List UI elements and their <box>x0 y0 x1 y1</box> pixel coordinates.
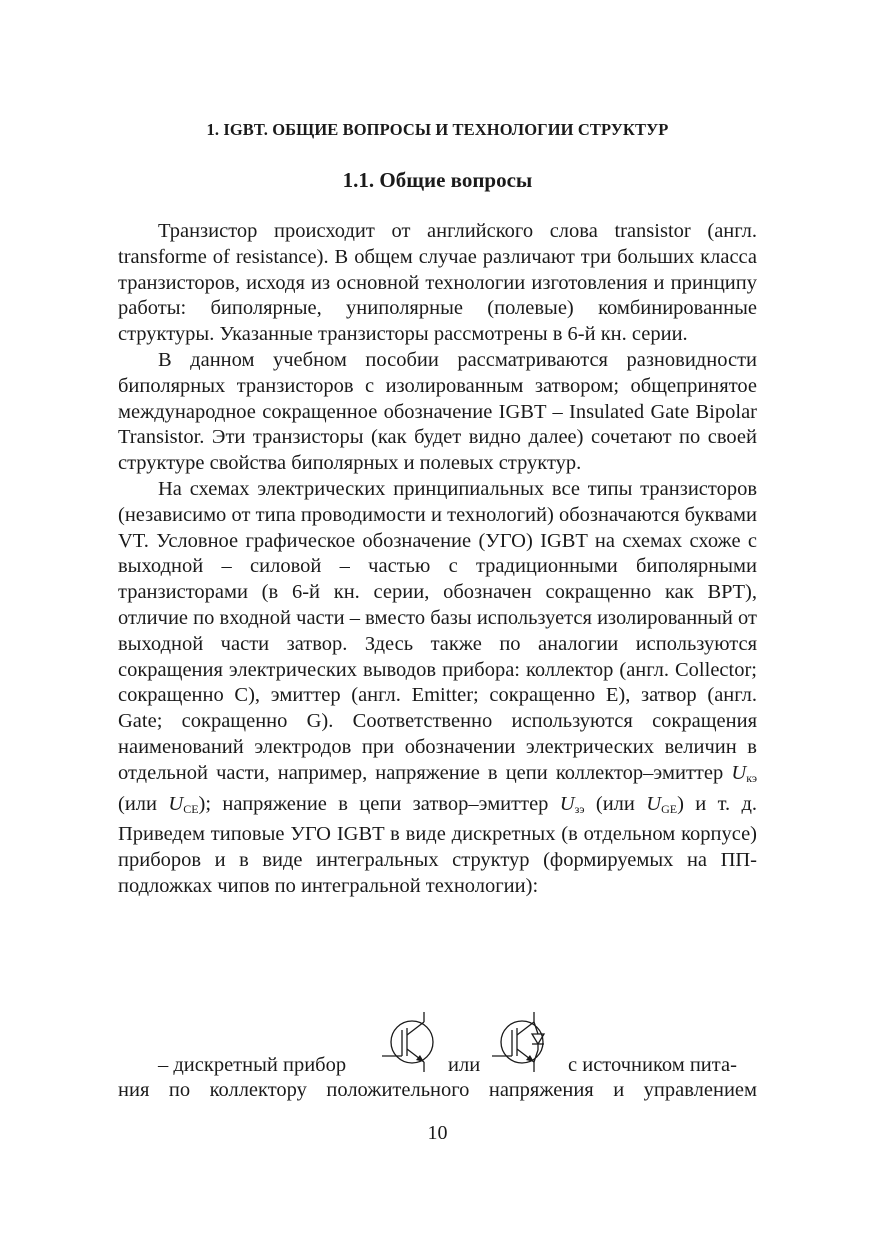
or-text: или <box>448 1054 481 1076</box>
symbol-line-prefix: – дискретный прибор <box>158 1054 347 1076</box>
last-line: ния по коллектору положительного напряжения и управлением <box>118 1079 757 1101</box>
body-text <box>118 219 757 900</box>
symbol-line-suffix: с источником пита- <box>568 1054 737 1076</box>
chapter-title: 1. IGBT. ОБЩИЕ ВОПРОСЫ И ТЕХНОЛОГИИ СТРУКТУР <box>206 120 669 139</box>
paragraph-2: В данном учебном пособии рассматриваются разновидности биполярных транзисторов с изолированным затвором; общепринятое международное сокращенное обозначение IGBT – Insulated Gate Bipolar Transistor. Эти транзисторы (как будет видно далее) сочетают по своей структуре свойства биполярных и полевых структур. <box>118 348 757 475</box>
paragraph-1: Транзистор происходит от английского слова transistor (англ. transforme of resistance). В общем случае различают три больших класса транзисторов, исходя из основной технологии изготовления и принципу работы: биполярные, униполярные (полевые) комбинированные структуры. Указанные транзисторы рассмотрены в 6-й кн. серии. <box>118 220 757 346</box>
section-title: 1.1. Общие вопросы <box>342 168 533 192</box>
paragraph-3: На схемах электрических принципиальных все типы транзисторов (независимо от типа проводимости и технологий) обозначаются буквами VT. Условное графическое обозначение (УГО) IGBT на схемах схоже с выходной – силовой – частью с традиционными биполярными транзисторами (в 6-й кн. серии, обозначен сокращенно как BPT), отличие по входной части – вместо базы используется изолированный от выходной части затвор. Здесь также по аналогии используются сокращения электрических выводов прибора: коллектор (англ. Collector; сокращенно C), эмиттер (англ. Emitter; сокращенно E), затвор (англ. Gate; сокращенно G). Соответственно используются сокращения наименований электродов при обозначении электрических величин в отдельной части, например, напряжение в цепи коллектор–эмиттер $U_{кэ}$ (или $U_{CE}$); напряжение в цепи затвор–эмиттер $U_{зэ}$ (или $U_{GE}$) и т. д. Приведем типовые УГО IGBT в виде дискретных (в отдельном корпусе) приборов и в виде интегральных структур (формируемых на ПП-подложках чипов по интегральной технологии): <box>118 477 758 897</box>
page-number: 10 <box>427 1122 448 1144</box>
igbt-diode-symbol-icon <box>490 1012 548 1072</box>
symbol-line <box>118 1012 757 1084</box>
igbt-symbol-icon <box>380 1012 438 1072</box>
